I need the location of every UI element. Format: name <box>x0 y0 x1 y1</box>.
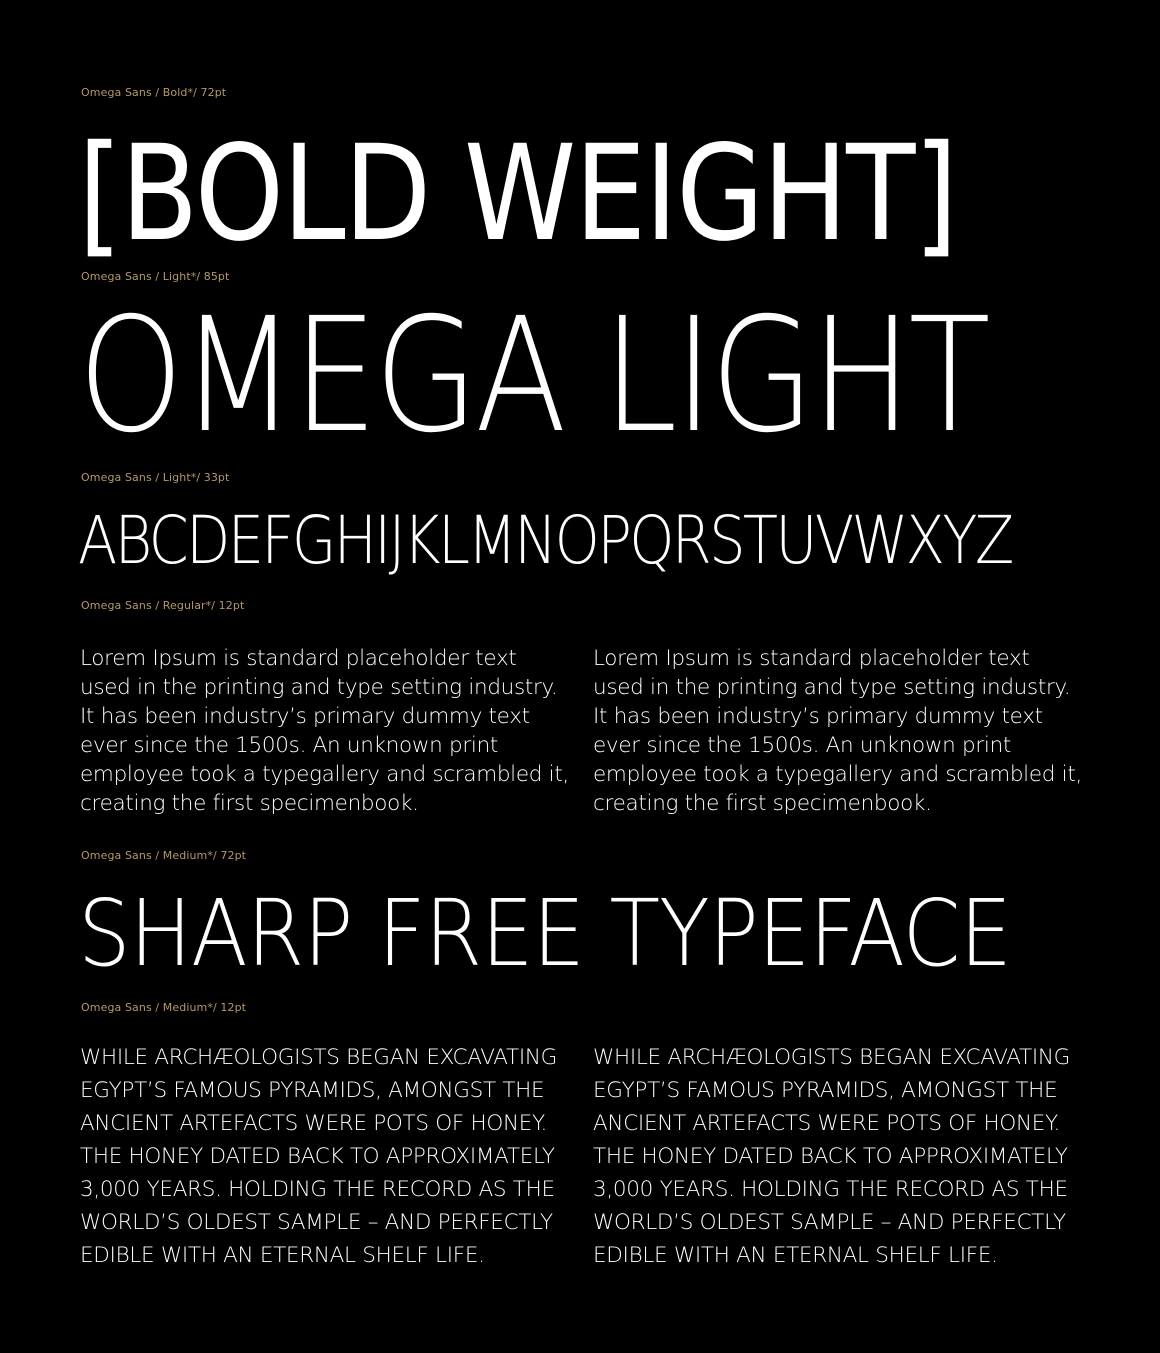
omega-light-sample: OMEGA LIGHT <box>78 284 988 468</box>
medium-text-left-column: WHILE ARCHÆOLOGISTS BEGAN EXCAVATING EGYPT’S FAMOUS PYRAMIDS, AMONGST THE ANCIENT ARTEFACTS WERE POTS OF HONEY. THE HONEY DATED BACK TO APPROXIMATELY 3,000 YEARS. HOLDING THE RECORD AS THE WORLD’S OLDEST SAMPLE – AND PERFECTLY EDIBLE WITH AN ETERNAL SHELF LIFE. <box>80 1045 558 1268</box>
regular-12pt-label: Omega Sans / Regular*/ 12pt <box>81 599 245 612</box>
regular-text-left-column: Lorem Ipsum is standard placeholder text used in the printing and type setting industry. It has been industry’s primary dummy text ever since the 1500s. An unknown print employee took a typegallery and scrambled it, creating the first specimenbook. <box>80 646 570 816</box>
light-33pt-label: Omega Sans / Light*/ 33pt <box>81 471 230 484</box>
bold-weight-label: Omega Sans / Bold*/ 72pt <box>81 86 227 99</box>
light-85pt-label: Omega Sans / Light*/ 85pt <box>81 270 230 283</box>
medium-12pt-label: Omega Sans / Medium*/ 12pt <box>81 1001 247 1014</box>
bold-weight-sample: [BOLD WEIGHT] <box>78 117 957 271</box>
alphabet-sample: ABCDEFGHIJKLMNOPQRSTUVWXYZ <box>78 502 1012 579</box>
sharp-free-typeface-sample: SHARP FREE TYPEFACE <box>78 880 1012 987</box>
regular-text-right-column: Lorem Ipsum is standard placeholder text used in the printing and type setting industry. It has been industry’s primary dummy text ever since the 1500s. An unknown print employee took a typegallery and scrambled it, creating the first specimenbook. <box>593 646 1083 816</box>
medium-text-right-column: WHILE ARCHÆOLOGISTS BEGAN EXCAVATING EGYPT’S FAMOUS PYRAMIDS, AMONGST THE ANCIENT ARTEFACTS WERE POTS OF HONEY. THE HONEY DATED BACK TO APPROXIMATELY 3,000 YEARS. HOLDING THE RECORD AS THE WORLD’S OLDEST SAMPLE – AND PERFECTLY EDIBLE WITH AN ETERNAL SHELF LIFE. <box>593 1045 1071 1268</box>
medium-72pt-label: Omega Sans / Medium*/ 72pt <box>81 849 247 862</box>
